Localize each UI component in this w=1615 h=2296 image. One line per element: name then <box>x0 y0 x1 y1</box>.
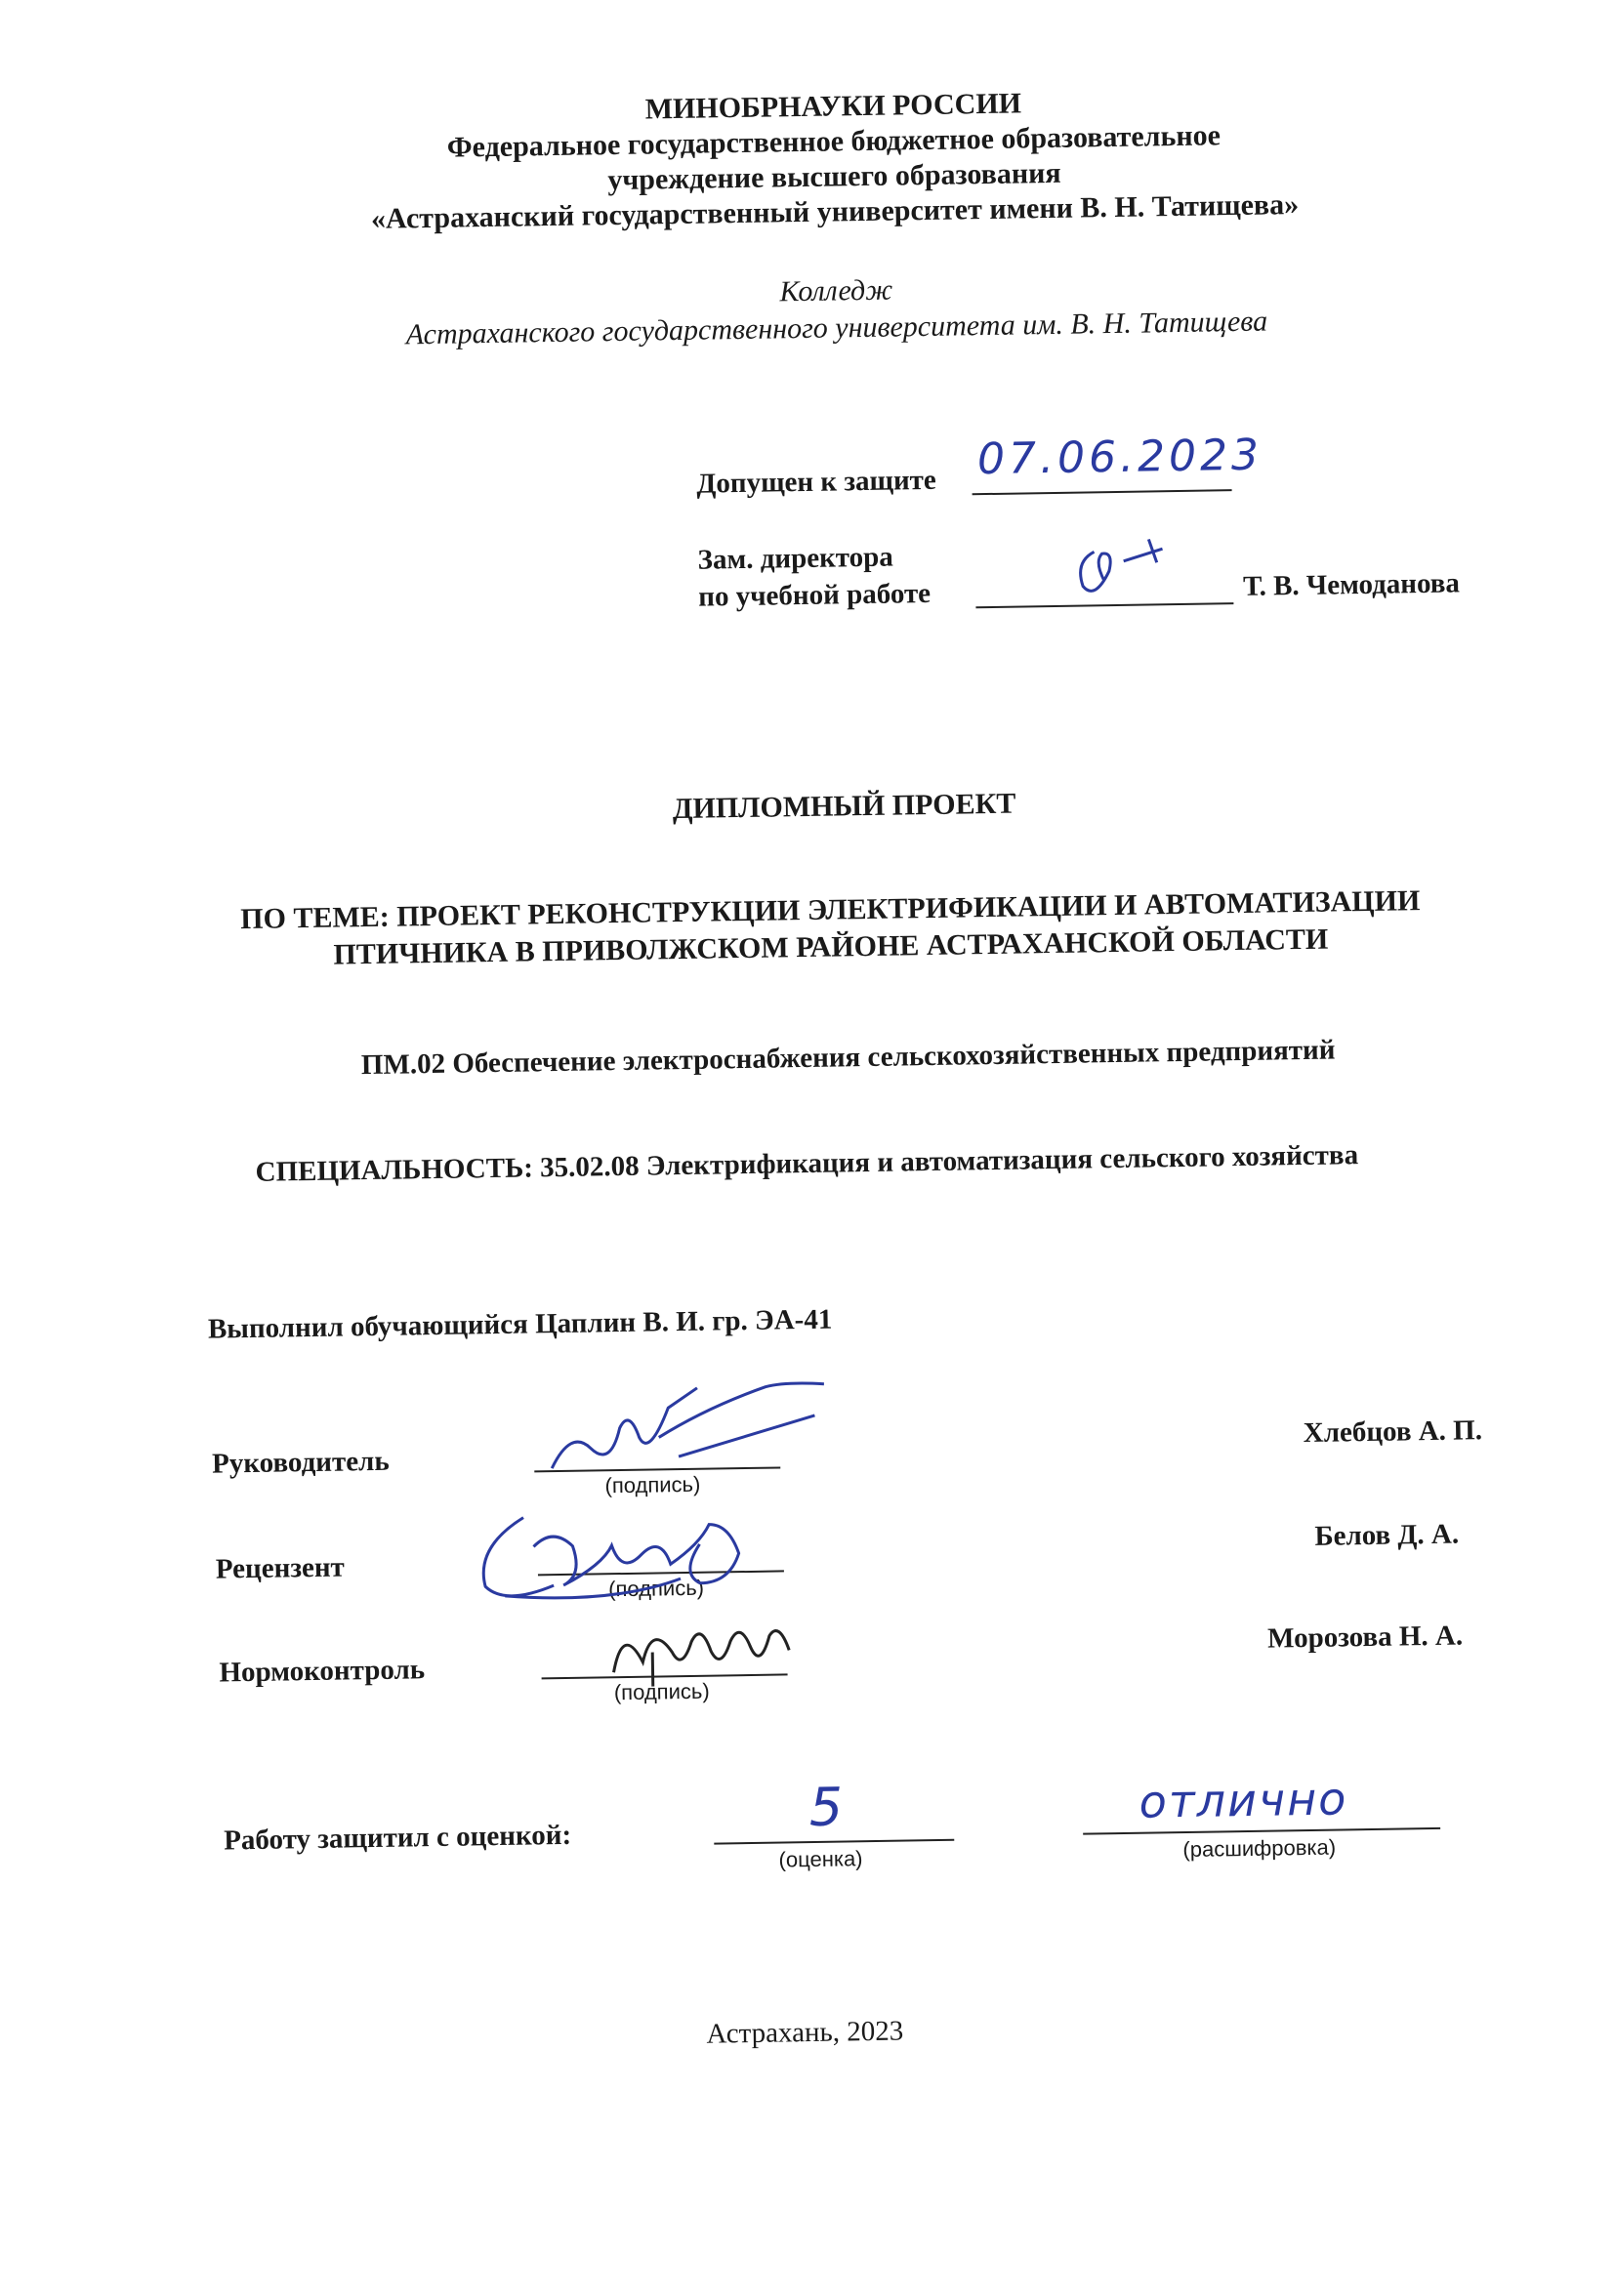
supervisor-signature <box>531 1366 846 1488</box>
defense-label: Работу защитил с оценкой: <box>223 1819 572 1857</box>
deputy-signature <box>1055 531 1202 611</box>
role-label: Нормоконтроль <box>219 1654 426 1689</box>
grade-value: 5 <box>808 1776 844 1839</box>
college-line-1: Колледж <box>779 273 893 308</box>
signature-caption: (подпись) <box>613 1678 710 1705</box>
admitted-date: 07.06.2023 <box>976 430 1263 485</box>
signature-caption: (подпись) <box>604 1471 701 1498</box>
normcontrol-signature <box>593 1601 828 1693</box>
admitted-date-line <box>973 489 1232 495</box>
deputy-label-line-1: Зам. директора <box>697 541 894 576</box>
student-line: Выполнил обучающийся Цаплин В. И. гр. ЭА-41 <box>207 1303 833 1345</box>
grade-text-line <box>1083 1827 1440 1835</box>
grade-line <box>714 1839 954 1845</box>
professional-module: ПМ.02 Обеспечение электроснабжения сельскохозяйственных предприятий <box>360 1034 1336 1082</box>
grade-text: отлично <box>1139 1772 1348 1828</box>
institution-line-1: Федеральное государственное бюджетное образовательное <box>446 119 1222 164</box>
grade-caption: (оценка) <box>778 1846 863 1872</box>
grade-text-caption: (расшифровка) <box>1182 1834 1337 1863</box>
institution-line-2: учреждение высшего образования <box>607 156 1061 197</box>
signatory-name: Белов Д. А. <box>1314 1518 1460 1552</box>
signatory-name: Хлебцов А. П. <box>1303 1414 1483 1450</box>
specialty: СПЕЦИАЛЬНОСТЬ: 35.02.08 Электрификация и автоматизация сельского хозяйства <box>255 1139 1359 1188</box>
admitted-label: Допущен к защите <box>696 464 937 500</box>
signatory-name: Морозова Н. А. <box>1266 1620 1464 1655</box>
deputy-name: Т. В. Чемоданова <box>1242 567 1461 602</box>
institution-line-3: «Астраханский государственный университет имени В. Н. Татищева» <box>370 187 1300 235</box>
deputy-label-line-2: по учебной работе <box>697 577 932 613</box>
role-label: Рецензент <box>215 1551 346 1585</box>
role-label: Руководитель <box>211 1445 390 1480</box>
topic-line-1: ПО ТЕМЕ: ПРОЕКТ РЕКОНСТРУКЦИИ ЭЛЕКТРИФИКАЦИИ И АВТОМАТИЗАЦИИ <box>240 884 1421 936</box>
city-year: Астрахань, 2023 <box>706 2015 904 2050</box>
ministry-name: МИНОБРНАУКИ РОССИИ <box>644 87 1022 126</box>
college-line-2: Астраханского государственного университета им. В. Н. Татищева <box>405 305 1268 351</box>
topic-line-2: ПТИЧНИКА В ПРИВОЛЖСКОМ РАЙОНЕ АСТРАХАНСКОЙ ОБЛАСТИ <box>333 922 1329 971</box>
document-type: ДИПЛОМНЫЙ ПРОЕКТ <box>672 787 1016 826</box>
signature-caption: (подпись) <box>607 1575 705 1602</box>
